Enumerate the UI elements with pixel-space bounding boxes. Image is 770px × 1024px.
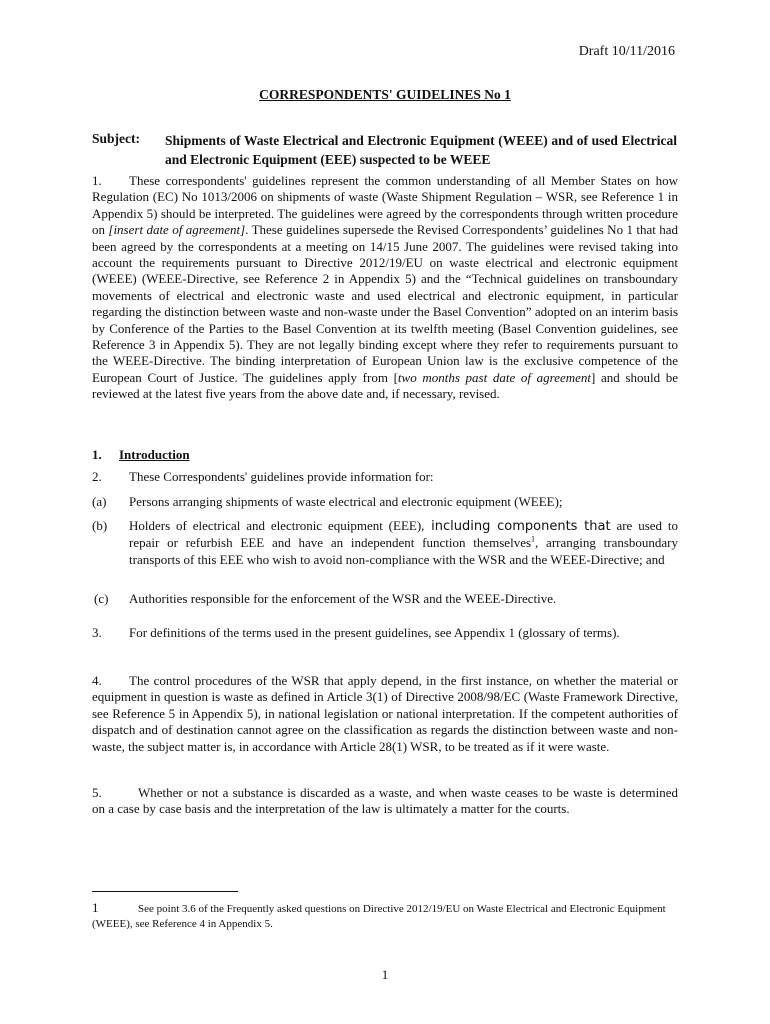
list-item-text-sans: including components that [424, 519, 611, 534]
list-item-text-b: are used to repair or refurbish EEE and have an independent function themselves [129, 518, 678, 551]
draft-date: Draft 10/11/2016 [578, 44, 675, 59]
paragraph-1-text-a: These correspondents' guidelines represent the common understanding of all Member States on how Regulation (EC) No 1013/2006 on shipments of waste (Waste Shipment Regulation – WSR, see Reference 1 in Appendix 5) should be interpreted. The guidelines were agreed by the correspondents through written procedure on [92, 173, 678, 238]
subject-label: Subject: [92, 131, 140, 146]
list-item-text-c: , arranging transboundary transports of this EEE who wish to avoid non-compliance with the WSR and the WEEE-Directive; and [129, 535, 679, 567]
paragraph-number: 3. [92, 625, 102, 640]
paragraph-1-text-b: . These guidelines supersede the Revised Correspondents’ guidelines No 1 that had been agreed by the correspondents at a meeting on 14/15 June 2007. The guidelines were revised taking into account the requirements pursuant to Directive 2012/19/EU on waste electrical and electronic equipment (WEEE) (WEEE-Directive, see Reference 2 in Appendix 5) and the “Technical guidelines on transboundary movements of electrical and electronic waste and used electrical and electronic equipment, in particular regarding the distinction between waste and non-waste under the Basel Convention” adopted on an interim basis by Conference of the Parties to the Basel Convention at its twelfth meeting (Basel Convention guidelines, see Reference 3 in Appendix 5). They are not legally binding except where they refer to requirements pursuant to the WEEE-Directive. The binding interpretation of European Union law is the exclusive competence of the European Court of Justice. The guidelines apply from [ [92, 222, 678, 385]
paragraph-1-placeholder-apply-date: two months past date of agreement [397, 369, 592, 385]
section-title: Introduction [119, 447, 190, 462]
list-item-text-a: Holders of electrical and electronic equipment (EEE), [129, 518, 425, 533]
footnote-text: See point 3.6 of the Frequently asked questions on Directive 2012/19/EU on Waste Electrical and Electronic Equipment (WEEE), see Reference 4 in Appendix 5. [92, 903, 666, 930]
paragraph-4 [92, 673, 678, 755]
paragraph-3 [92, 625, 678, 641]
footnote-number: 1 [92, 900, 99, 915]
section-heading-introduction [92, 447, 190, 463]
list-item-text [129, 518, 678, 568]
paragraph-1-placeholder-agreement-date: [insert date of agreement] [108, 222, 246, 238]
paragraph-5-text: Whether or not a substance is discarded as a waste, and when waste ceases to be waste is determined on a case by case basis and the interpretation of the law is ultimately a matter for the courts. [92, 785, 678, 817]
list-item-text: Persons arranging shipments of waste electrical and electronic equipment (WEEE); [129, 494, 563, 509]
list-item-label: (c) [94, 591, 109, 606]
paragraph-5 [92, 785, 678, 818]
paragraph-4-text: The control procedures of the WSR that apply depend, in the first instance, on whether the material or equipment in question is waste as defined in Article 3(1) of Directive 2008/98/EC (Waste Framework Directive, see Reference 5 in Appendix 5), in national legislation or national interpretation. If the competent authorities of dispatch and of destination cannot agree on the classification as regards the distinction between waste and non-waste, the subject matter is, in accordance with Article 28(1) WSR, to be treated as if it were waste. [92, 673, 678, 754]
footnote-separator [92, 891, 238, 892]
paragraph-number: 4. [92, 673, 102, 688]
footnote-reference[interactable]: 1 [531, 535, 536, 545]
paragraph-2 [92, 469, 678, 485]
paragraph-number: 5. [92, 785, 102, 800]
paragraph-number: 2. [92, 469, 102, 484]
paragraph-3-text: For definitions of the terms used in the present guidelines, see Appendix 1 (glossary of terms). [129, 625, 620, 640]
footnote [92, 900, 678, 932]
paragraph-1 [92, 173, 678, 403]
list-item-text: Authorities responsible for the enforcement of the WSR and the WEEE-Directive. [129, 591, 557, 606]
document-title: CORRESPONDENTS' GUIDELINES No 1 [259, 87, 511, 102]
paragraph-2-text: These Correspondents' guidelines provide information for: [129, 469, 434, 484]
list-item-label: (a) [92, 494, 107, 509]
section-number: 1. [92, 447, 102, 462]
subject-text: Shipments of Waste Electrical and Electronic Equipment (WEEE) and of used Electrical and Electronic Equipment (EEE) suspected to be WEEE [165, 133, 677, 167]
paragraph-1-text-c: ] and should be reviewed at the latest five years from the above date and, if necessary, revised. [92, 369, 678, 402]
list-item-label: (b) [92, 518, 108, 533]
page-number: 1 [381, 967, 389, 982]
paragraph-number: 1. [92, 173, 102, 188]
